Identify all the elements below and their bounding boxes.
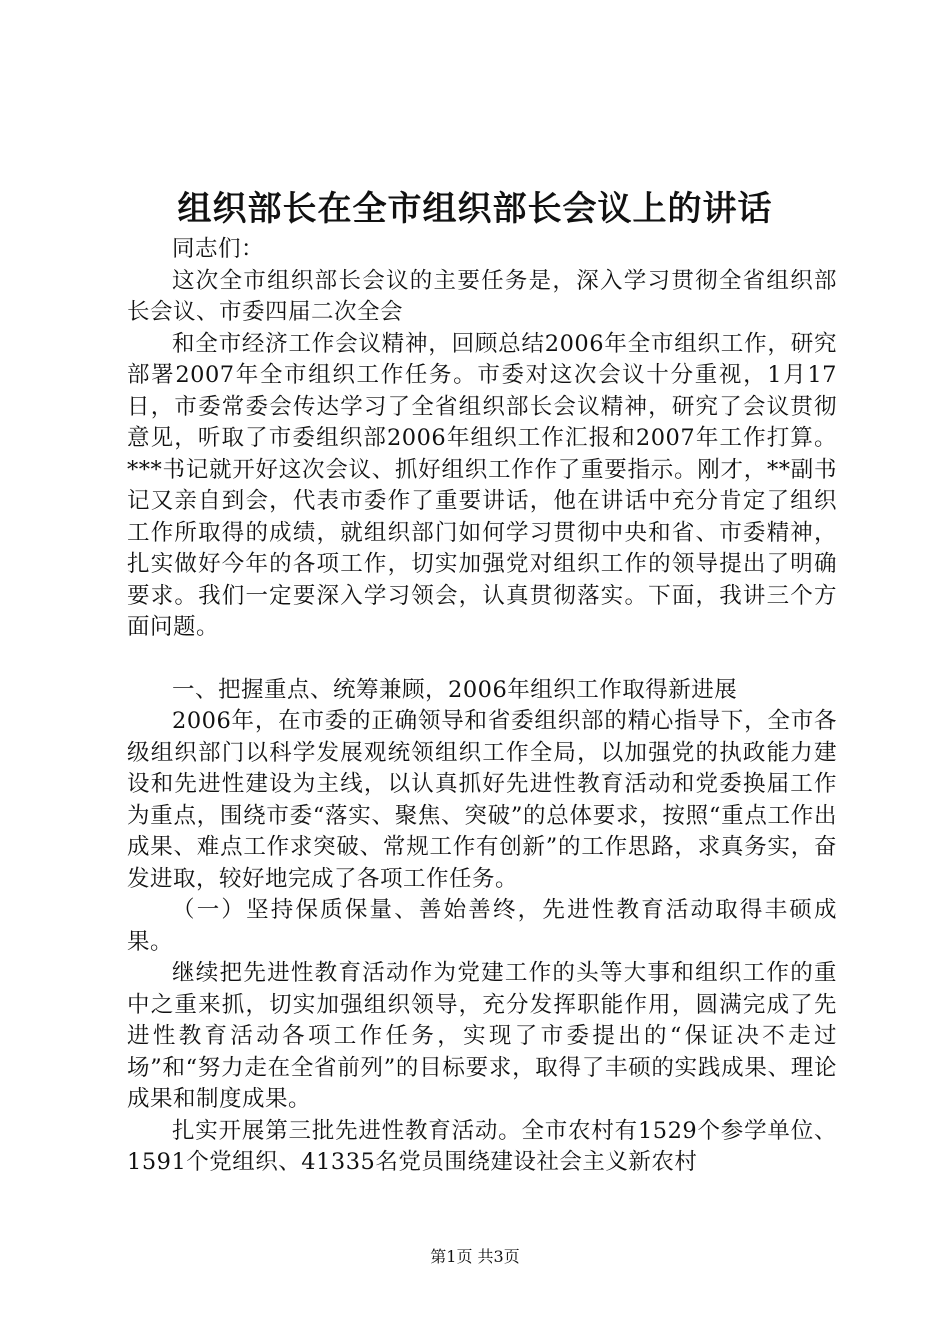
section-heading: 一、把握重点、统筹兼顾，2006年组织工作取得新进展 xyxy=(172,676,738,703)
body-paragraph: 扎实开展第三批先进性教育活动。全市农村有1529个参学单位、1591个党组织、41335名党员围绕建设社会主义新农村 xyxy=(127,1117,837,1175)
body-paragraph: 继续把先进性教育活动作为党建工作的头等大事和组织工作的重中之重来抓，切实加强组织领导，充分发挥职能作用，圆满完成了先进性教育活动各项工作任务，实现了市委提出的“保证决不走过场”和“努力走在全省前列”的目标要求，取得了丰硕的实践成果、理论成果和制度成果。 xyxy=(127,960,837,1112)
body-paragraph: 2006年，在市委的正确领导和省委组织部的精心指导下，全市各级组织部门以科学发展观统领组织工作全局，以加强党的执政能力建设和先进性建设为主线，以认真抓好先进性教育活动和党委换届工作为重点，围绕市委“落实、聚焦、突破”的总体要求，按照“重点工作出成果、难点工作求突破、常规工作有创新”的工作思路，求真务实，奋发进取，较好地完成了各项工作任务。 xyxy=(127,708,837,892)
page-footer: 第1页 共3页 xyxy=(430,1247,520,1266)
salutation: 同志们： xyxy=(172,236,265,262)
document-title: 组织部长在全市组织部长会议上的讲话 xyxy=(177,189,773,229)
body-paragraph: 和全市经济工作会议精神，回顾总结2006年全市组织工作，研究部署2007年全市组织工作任务。市委对这次会议十分重视，1月17日，市委常委会传达学习了全省组织部长会议精神，研究了会议贯彻意见，听取了市委组织部2006年组织工作汇报和2007年工作打算。***书记就开好这次会议、抓好组织工作作了重要指示。刚才，**副书记又亲自到会，代表市委作了重要讲话，他在讲话中充分肯定了组织工作所取得的成绩，就组织部门如何学习贯彻中央和省、市委精神，扎实做好今年的各项工作，切实加强党对组织工作的领导提出了明确要求。我们一定要深入学习领会，认真贯彻落实。下面，我讲三个方面问题。 xyxy=(127,330,837,640)
body-paragraph: 这次全市组织部长会议的主要任务是，深入学习贯彻全省组织部长会议、市委四届二次全会 xyxy=(127,267,837,325)
document-body xyxy=(127,234,837,1179)
subsection-heading: （一）坚持保质保量、善始善终，先进性教育活动取得丰硕成果。 xyxy=(127,897,837,955)
